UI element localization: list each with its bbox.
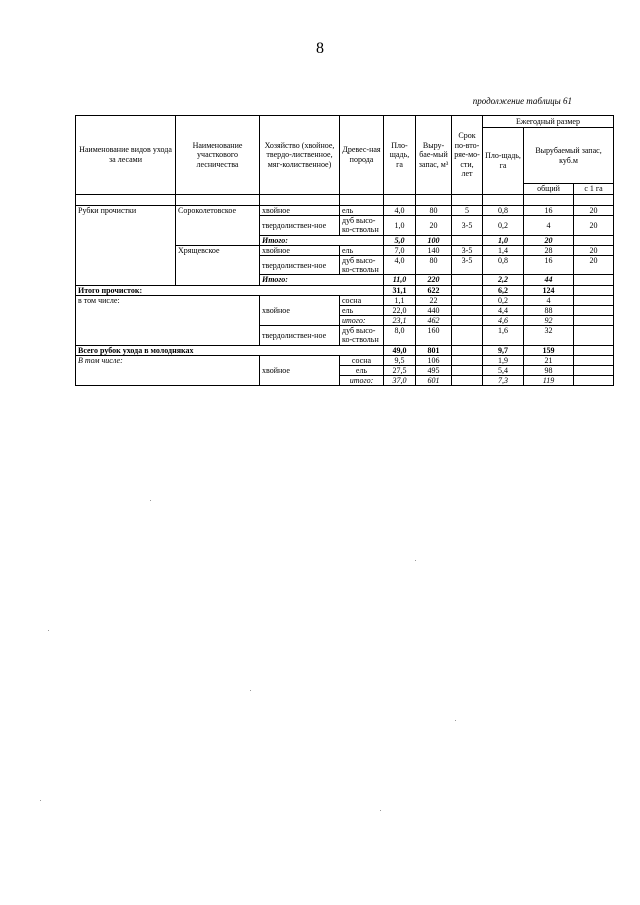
table-row-subtotal: Итого: 5,0 100 1,0 20 <box>76 235 614 245</box>
header-period: Срок по-вто-ряе-мо-сти, лет <box>452 116 483 195</box>
table-row-subtotal: Итого: 11,0 220 2,2 44 <box>76 275 614 285</box>
header-annual-area: Пло-щадь, га <box>483 128 524 195</box>
row-type: Рубки прочистки <box>76 206 176 286</box>
table-row: Хрящевское хвойное ель 7,0 140 3-5 1,4 28 20 <box>76 245 614 255</box>
header-area: Пло-щадь, га <box>384 116 416 195</box>
table-continuation-note: продолжение таблицы 61 <box>472 96 572 106</box>
header-annual: Ежегодный размер <box>483 116 614 128</box>
header-per-ha: с 1 га <box>574 184 614 195</box>
table-row: твердолиствен-ное дуб высо-ко-ствольн 8,0 160 1,6 32 <box>76 326 614 345</box>
table-header-row-1 <box>76 116 614 128</box>
header-total: общий <box>524 184 574 195</box>
table-row-total: Итого прочисток: 31,1 622 6,2 124 <box>76 285 614 295</box>
table-row-subtotal: итого: 23,1 462 4,6 92 <box>76 316 614 326</box>
scan-speck <box>48 630 49 631</box>
table-row: твердолиствен-ное дуб высо-ко-ствольн 4,0 80 3-5 0,8 16 20 <box>76 255 614 274</box>
table-row: Рубки прочистки Сороколетовское хвойное ель 4,0 80 5 0,8 16 20 <box>76 206 614 216</box>
scan-speck <box>455 720 456 721</box>
table-row: ель 22,0 440 4,4 88 <box>76 305 614 315</box>
page-number: 8 <box>316 40 324 57</box>
header-species: Древес-ная порода <box>340 116 384 195</box>
table-row-grand-total: Всего рубок ухода в молодняках 49,0 801 9,7 159 <box>76 345 614 355</box>
scan-speck <box>250 690 251 691</box>
header-annual-stock: Вырубаемый запас, куб.м <box>524 128 614 184</box>
row-forestry: Сороколетовское <box>176 206 260 246</box>
row-forestry: Хрящевское <box>176 245 260 285</box>
table-spacer-row <box>76 195 614 206</box>
table-row: в том числе: хвойное сосна 1,1 22 0,2 4 <box>76 295 614 305</box>
scan-speck <box>150 500 151 501</box>
table-row: В том числе: хвойное сосна 9,5 106 1,9 21 <box>76 355 614 365</box>
header-type: Наименование видов ухода за лесами <box>76 116 176 195</box>
header-farm: Хозяйство (хвойное, твердо-лиственное, мяг-колиственное) <box>260 116 340 195</box>
scan-speck <box>380 810 381 811</box>
thinning-table <box>75 115 614 386</box>
header-stock: Выру-бае-мый запас, м³ <box>416 116 452 195</box>
header-forestry: Наименование участкового лесничества <box>176 116 260 195</box>
scan-speck <box>40 800 41 801</box>
scan-speck <box>415 560 416 561</box>
table-row: твердолиствен-ное дуб высо-ко-ствольн 1,0 20 3-5 0,2 4 20 <box>76 216 614 235</box>
table-row: ель 27,5 495 5,4 98 <box>76 366 614 376</box>
table-row-subtotal: итого: 37,0 601 7,3 119 <box>76 376 614 386</box>
